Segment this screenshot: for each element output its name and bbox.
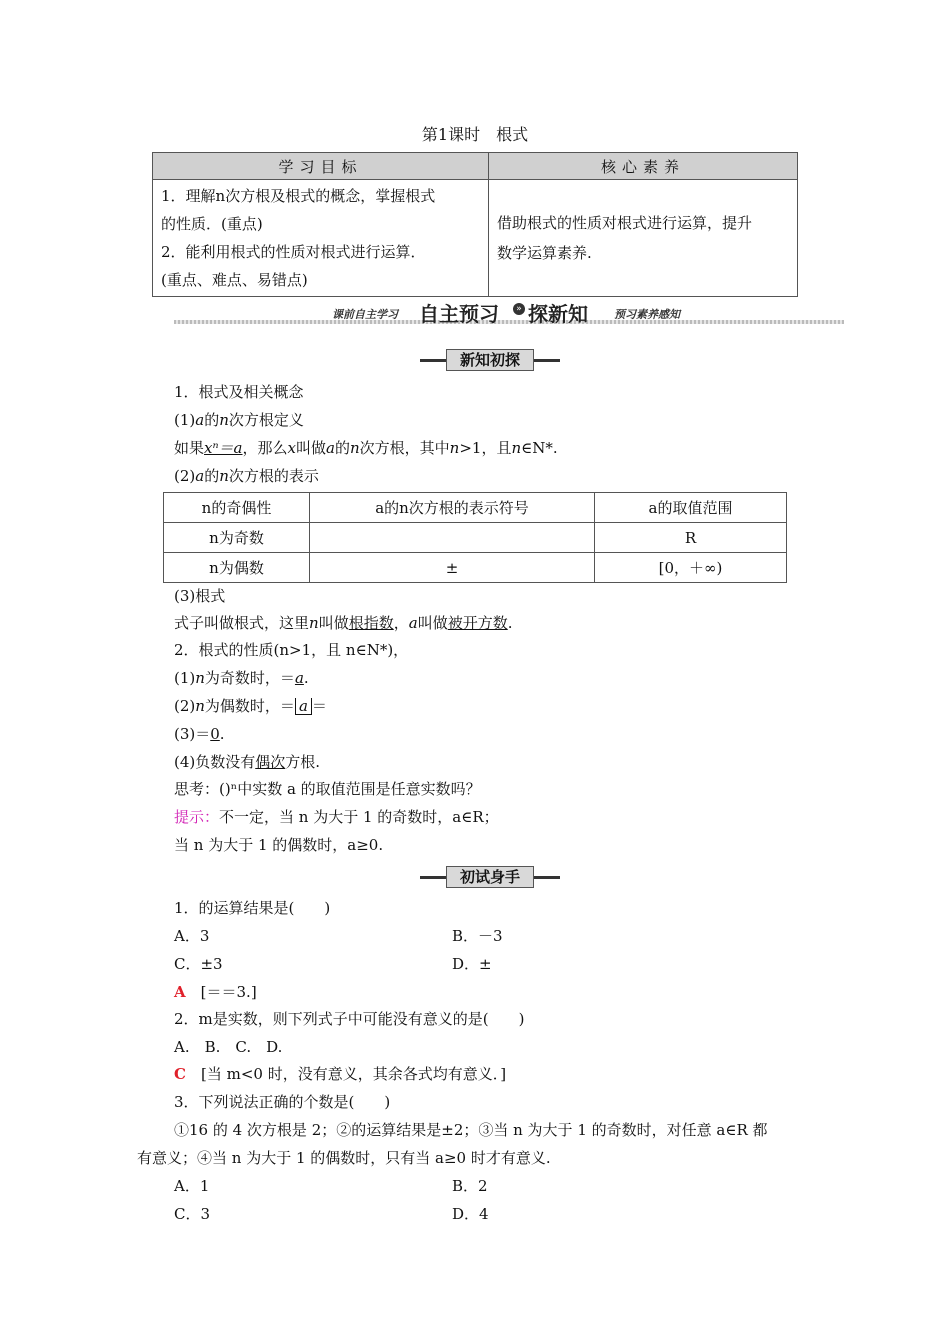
goals-header-right: 核心素养 — [489, 153, 798, 180]
table-cell: [0，＋∞) — [595, 553, 787, 583]
text-line: (3)＝0. — [174, 725, 225, 743]
hint-label: 提示： — [174, 808, 220, 826]
section-heading-first-try — [420, 866, 560, 888]
table-header: n的奇偶性 — [164, 493, 310, 523]
banner-rule — [174, 320, 844, 324]
goals-left-cell — [153, 180, 489, 297]
text-line: (3)根式 — [174, 587, 226, 605]
text-line: (1)n为奇数时，＝a. — [174, 669, 309, 687]
banner-left-label: 课前自主学习 — [332, 308, 398, 321]
answer-letter: C — [174, 1065, 186, 1083]
question-text: 2．m是实数，则下列式子中可能没有意义的是( ) — [174, 1010, 525, 1028]
table-cell: R — [595, 523, 787, 553]
goal-line: 2．能利用根式的性质对根式进行运算． — [161, 243, 426, 261]
text-line: 如果xⁿ＝a，那么x叫做a的n次方根，其中n>1，且n∈N*. — [174, 439, 558, 457]
section-heading-label: 新知初探 — [446, 349, 534, 371]
text-line: 当 n 为大于 1 的偶数时，a≥0. — [174, 836, 384, 854]
goal-line: 的性质．(重点) — [161, 215, 263, 233]
core-line: 数学运算素养. — [497, 244, 592, 262]
goal-line: 1．理解n次方根及根式的概念，掌握根式 — [161, 187, 436, 205]
table-cell — [310, 523, 595, 553]
core-line: 借助根式的性质对根式进行运算，提升 — [497, 214, 753, 232]
option: B．2 — [452, 1177, 488, 1195]
option: B．－3 — [452, 927, 503, 945]
text-line: 提示：不一定，当 n 为大于 1 的奇数时，a∈R； — [174, 808, 499, 826]
text-line: (2)n为偶数时，＝ a ＝ — [174, 697, 327, 715]
option: A．1 — [174, 1177, 210, 1195]
answer-line: A [＝＝3.] — [174, 983, 257, 1001]
answer-letter: A — [174, 983, 186, 1001]
options: A. B. C. D. — [174, 1038, 283, 1056]
question-text: 3．下列说法正确的个数是( ) — [174, 1093, 391, 1111]
option: C．±3 — [174, 955, 223, 973]
section-heading-label: 初试身手 — [446, 866, 534, 888]
option: A．3 — [174, 927, 210, 945]
goal-line: (重点、难点、易错点) — [161, 271, 308, 289]
question-text: 有意义；④当 n 为大于 1 的偶数时，只有当 a≥0 时才有意义. — [137, 1149, 551, 1167]
banner-main-1: 自主预习 — [419, 302, 499, 326]
text-line: (2)a的n次方根的表示 — [174, 467, 319, 485]
table-cell: n为偶数 — [164, 553, 310, 583]
chevron-right-icon: » — [513, 303, 525, 315]
text-line: 式子叫做根式，这里n叫做根指数，a叫做被开方数. — [174, 614, 513, 632]
option: D．± — [452, 955, 492, 973]
answer-line: C [当 m<0 时，没有意义，其余各式均有意义．] — [174, 1065, 507, 1083]
banner-right-label: 预习素养感知 — [614, 308, 680, 321]
table-cell: n为奇数 — [164, 523, 310, 553]
table-header: a的取值范围 — [595, 493, 787, 523]
goals-right-cell — [489, 180, 798, 297]
section-heading-new-knowledge — [420, 349, 560, 371]
question-text: 1．的运算结果是( ) — [174, 899, 331, 917]
option: C．3 — [174, 1205, 211, 1223]
question-text: ①16 的 4 次方根是 2；②的运算结果是±2；③当 n 为大于 1 的奇数时，对任意 a∈R 都 — [174, 1121, 768, 1139]
text-line: (1)a的n次方根定义 — [174, 411, 304, 429]
page-title: 第1课时 根式 — [421, 125, 529, 144]
section-banner — [174, 298, 844, 328]
banner-main-2: 探新知 — [528, 302, 588, 326]
text-line: 2．根式的性质(n>1，且 n∈N*)， — [174, 641, 409, 659]
roots-table — [163, 492, 787, 583]
option: D．4 — [452, 1205, 489, 1223]
text-line: (4)负数没有偶次方根. — [174, 753, 321, 771]
text-line: 思考：()ⁿ中实数 a 的取值范围是任意实数吗？ — [174, 780, 481, 798]
table-cell: ± — [310, 553, 595, 583]
goals-header-left: 学习目标 — [153, 153, 489, 180]
text-line: 1．根式及相关概念 — [174, 383, 304, 401]
table-header: a的n次方根的表示符号 — [310, 493, 595, 523]
goals-table — [152, 152, 798, 297]
